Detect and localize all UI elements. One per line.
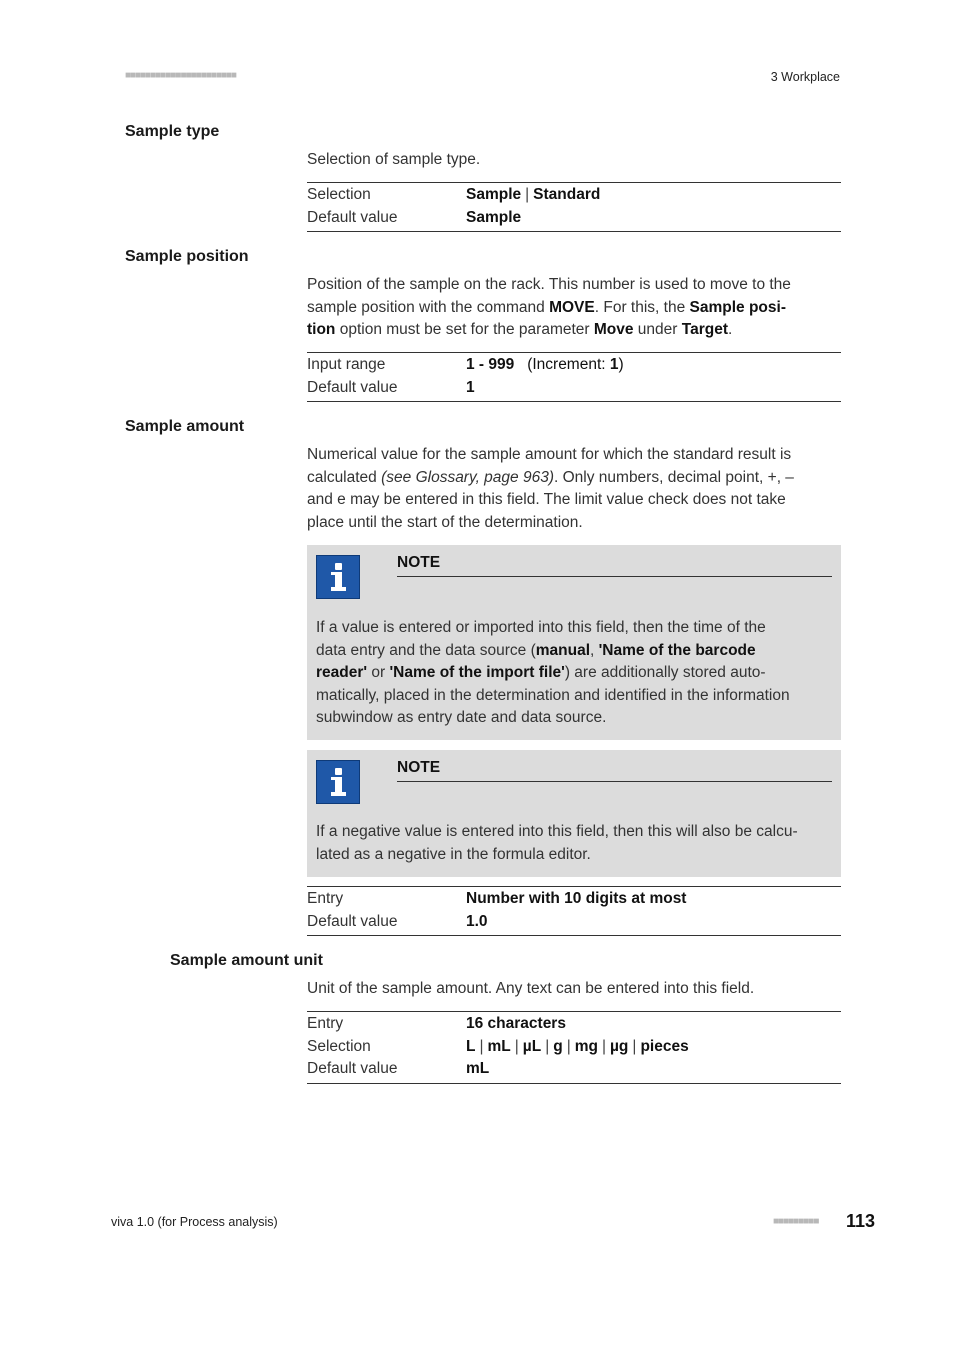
table-row — [307, 1036, 841, 1059]
sample-amount-unit-table — [307, 1011, 841, 1084]
note-box — [307, 750, 841, 877]
increment-value: 1 — [609, 356, 619, 373]
row-key: Input range — [307, 356, 386, 373]
table-row — [307, 354, 841, 377]
sample-type-table — [307, 182, 841, 232]
note-text: If a value is entered or imported into this field, then the time of the data entry and the data source (manual, 'Name of the barcode reader' or 'Name of the import file') are additionally stored auto- matically, placed in the determination and identified in the information subwindow as entry date and data source. — [316, 619, 790, 726]
sample-amount-unit-description: Unit of the sample amount. Any text can be entered into this field. — [307, 980, 755, 997]
default-value: Sample — [466, 208, 522, 226]
separator: | — [525, 186, 530, 203]
info-icon — [316, 555, 360, 599]
note-title: NOTE — [397, 554, 441, 571]
sample-amount-table — [307, 886, 841, 936]
unit-option: L — [466, 1037, 476, 1055]
section-heading-sample-amount: Sample amount — [125, 418, 245, 435]
sample-type-description: Selection of sample type. — [307, 151, 481, 168]
paragraph-line: calculated (see Glossary, page 963). Only numbers, decimal point, +, – — [307, 468, 794, 486]
paragraph-line: Numerical value for the sample amount for which the standard result is — [307, 446, 792, 463]
unit-option: mL — [487, 1037, 511, 1055]
table-row — [307, 377, 841, 400]
unit-options — [466, 1036, 689, 1059]
default-value: 1 — [466, 378, 475, 396]
entry-value: Number with 10 digits at most — [466, 890, 687, 907]
table-row — [307, 888, 841, 911]
table-row — [307, 207, 841, 230]
separator: | — [514, 1037, 519, 1055]
separator: | — [545, 1037, 550, 1055]
paragraph-line: and e may be entered in this field. The limit value check does not take — [307, 491, 786, 508]
paragraph-line: tion option must be set for the parameter Move under Target. — [307, 321, 733, 338]
footer-product: viva 1.0 (for Process analysis) — [111, 1215, 278, 1229]
table-row — [307, 184, 841, 207]
default-value: 1.0 — [466, 912, 488, 930]
paragraph-line: Position of the sample on the rack. This number is used to move to the — [307, 276, 791, 293]
chapter-label: 3 Workplace — [770, 70, 840, 84]
unit-option: µL — [522, 1037, 542, 1055]
table-row — [307, 1013, 841, 1036]
option-sample: Sample — [466, 186, 522, 203]
note-box — [307, 545, 841, 740]
option-standard: Standard — [533, 186, 601, 203]
glossary-link[interactable]: (see Glossary, page 963) — [381, 468, 554, 486]
footer-dots: ■■■■■■■■■ — [773, 1216, 819, 1227]
row-key: Selection — [307, 186, 371, 203]
sample-position-table — [307, 352, 841, 402]
table-row — [307, 1058, 841, 1081]
separator: | — [479, 1037, 484, 1055]
unit-option: µg — [610, 1037, 629, 1055]
unit-option: mg — [574, 1037, 598, 1055]
separator: | — [566, 1037, 571, 1055]
row-key: Entry — [307, 890, 344, 907]
note-divider — [397, 781, 832, 782]
row-key: Default value — [307, 1060, 398, 1077]
row-key: Default value — [307, 378, 398, 396]
input-range-value: 1 - 999 — [466, 356, 515, 373]
section-heading-sample-position: Sample position — [125, 248, 249, 265]
separator: | — [601, 1037, 606, 1055]
row-key: Default value — [307, 912, 398, 930]
sample-position-description — [307, 274, 841, 342]
section-heading-sample-type: Sample type — [125, 123, 220, 140]
default-value: mL — [466, 1060, 490, 1077]
section-heading-sample-amount-unit: Sample amount unit — [170, 952, 323, 969]
paragraph-line: sample position with the command MOVE. For this, the Sample posi- — [307, 298, 786, 316]
table-row — [307, 911, 841, 934]
entry-value: 16 characters — [466, 1015, 566, 1032]
paren-close: ) — [618, 356, 624, 373]
unit-option: g — [553, 1037, 563, 1055]
row-key: Selection — [307, 1037, 371, 1055]
page-number: 113 — [846, 1211, 876, 1231]
note-title: NOTE — [397, 759, 441, 776]
sample-amount-description — [307, 444, 841, 534]
info-icon — [316, 760, 360, 804]
paragraph-line: place until the start of the determination. — [307, 513, 583, 531]
increment-label: (Increment: — [527, 356, 610, 373]
unit-option: pieces — [640, 1037, 689, 1055]
header-dots: ■■■■■■■■■■■■■■■■■■■■■■ — [125, 70, 236, 81]
note-divider — [397, 576, 832, 577]
row-key: Entry — [307, 1015, 344, 1032]
row-key: Default value — [307, 208, 398, 226]
separator: | — [632, 1037, 637, 1055]
note-text: If a negative value is entered into this field, then this will also be calcu- lated as a negative in the formula editor. — [316, 823, 798, 863]
